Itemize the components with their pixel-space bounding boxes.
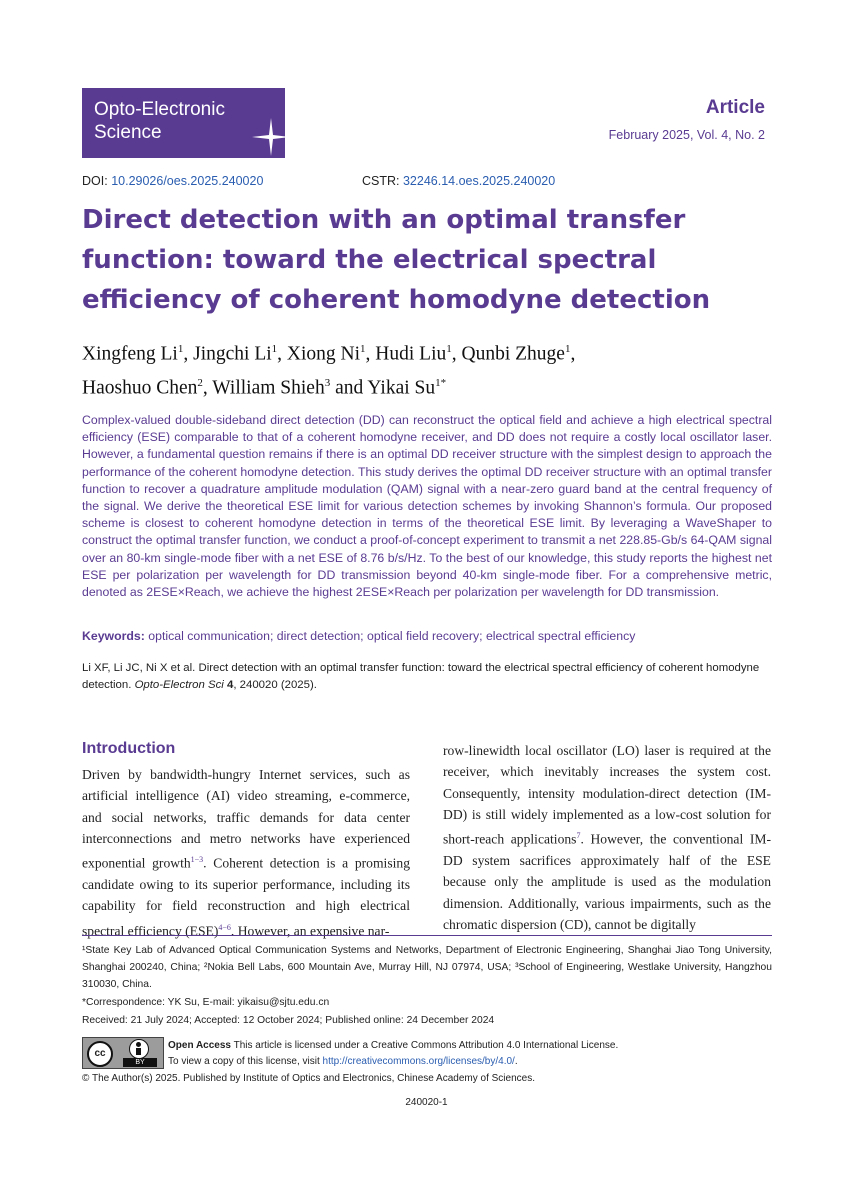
author-affiliation: 1 <box>271 343 278 355</box>
affiliations: ¹State Key Lab of Advanced Optical Communication Systems and Networks, Department of Electronic Engineering, Shanghai Jiao Tong University, Shanghai 200240, China; ²Nokia Bell Labs, 600 Mountain Ave, Murray Hill, NJ 07974, USA; ³School of Engineering, Westlake University, Hangzhou 310030, China. <box>82 945 772 990</box>
intro-text: . Coherent detection is a promising candidate owing to its superior performance, including its capability for field reconstruction and high electrical spectral efficiency (ESE) <box>82 855 410 939</box>
author-name: Hudi Liu <box>375 343 447 365</box>
author-separator: , <box>451 343 462 365</box>
author-separator: and <box>330 377 368 398</box>
author-affiliation: 1 <box>564 343 571 355</box>
cstr-link[interactable]: 32246.14.oes.2025.240020 <box>402 174 556 188</box>
author-affiliation: 1* <box>435 376 447 389</box>
article-type: Article <box>705 97 765 118</box>
license-text: This article is licensed under a Creative Commons Attribution 4.0 International License. <box>231 1040 619 1051</box>
author-name: Yikai Su <box>367 377 436 398</box>
doi <box>82 174 263 188</box>
citation-journal: Opto-Electron Sci <box>134 679 224 691</box>
reference-link[interactable]: 1−3 <box>190 855 204 865</box>
intro-column-right <box>443 740 771 935</box>
by-label: BY <box>123 1058 157 1067</box>
license-text: To view a copy of this license, visit <box>168 1056 323 1067</box>
copyright: © The Author(s) 2025. Published by Institute of Optics and Electronics, Chinese Academy of Sciences. <box>82 1073 535 1084</box>
issue-info: February 2025, Vol. 4, No. 2 <box>608 128 765 142</box>
by-person-icon <box>129 1039 149 1059</box>
page-number: 240020-1 <box>405 1097 448 1108</box>
license-notice <box>168 1038 768 1070</box>
citation <box>82 660 772 694</box>
correspondence: *Correspondence: YK Su, E-mail: yikaisu@sjtu.edu.cn <box>82 997 330 1008</box>
reference-link[interactable]: 7 <box>576 831 581 841</box>
reference-link[interactable]: 4−6 <box>218 922 231 932</box>
author-affiliation: 3 <box>324 376 331 389</box>
doi-label: DOI: <box>82 174 108 188</box>
publication-dates: Received: 21 July 2024; Accepted: 12 October 2024; Published online: 24 December 2024 <box>82 1015 495 1026</box>
author-name: Jingchi Li <box>193 343 272 365</box>
doi-link[interactable]: 10.29026/oes.2025.240020 <box>111 174 264 188</box>
author-name: Xiong Ni <box>286 343 361 365</box>
author-name: William Shieh <box>212 377 325 398</box>
author-name: Qunbi Zhuge <box>461 343 565 365</box>
keywords-text: optical communication; direct detection; optical field recovery; electrical spectral efficiency <box>148 629 636 643</box>
cstr-label: CSTR: <box>362 174 400 188</box>
author-affiliation: 1 <box>177 343 184 355</box>
author-affiliation: 2 <box>197 376 203 389</box>
author-separator: , <box>183 343 194 365</box>
author-list <box>82 335 772 402</box>
author-separator: , <box>365 343 376 365</box>
author-separator: , <box>570 343 576 365</box>
citation-suffix: , 240020 (2025). <box>233 679 317 691</box>
citation-text: Li XF, Li JC, Ni X et al. Direct detection with an optimal transfer function: toward the electrical spectral efficiency of coherent homodyne detection. <box>82 662 760 691</box>
intro-text: . However, the conventional IM-DD system sacrifices approximately half of the ESE because only the amplitude is used as the modulation dimension. Additionally, various impairments, such as the chromatic dispersion (CD), cannot be digitally <box>443 831 771 932</box>
open-access-label: Open Access <box>168 1040 231 1051</box>
keywords <box>82 629 772 643</box>
author-separator: , <box>277 343 287 365</box>
author-affiliation: 1 <box>360 343 366 355</box>
abstract: Complex-valued double-sideband direct detection (DD) can reconstruct the optical field and achieve a high electrical spectral efficiency (ESE) comparable to that of a coherent homodyne receiver, and DD does not require a costly local oscillator laser. However, a fundamental question remains if there is an optimal DD receiver structure with the simplest design to approach the performance of the coherent homodyne detection. This study derives the optimal DD receiver structure with an optimal transfer function to recover a quadrature amplitude modulation (QAM) signal with a near-zero guard band at the central frequency of the signal. We derive the theoretical ESE limit for various detection schemes by invoking Shannon’s formula. Our proposed scheme is closest to coherent homodyne detection in terms of the theoretical ESE limit. By leveraging a WaveShaper to construct the optimal transfer function, we conduct a proof-of-concept experiment to transmit a net 228.85-Gb/s 64-QAM signal over an 80-km single-mode fiber with a net ESE of 8.76 b/s/Hz. To the best of our knowledge, this study reports the highest net ESE per polarization per wavelength for DD transmission beyond 40-km single-mode fiber. For a comprehensive metric, denoted as 2ESE×Reach, we achieve the highest 2ESE×Reach per polarization per wavelength for DD transmission. <box>82 413 772 600</box>
article-title: Direct detection with an optimal transfer function: toward the electrical spectral efficiency of coherent homodyne detection <box>82 205 711 315</box>
license-link[interactable]: http://creativecommons.org/licenses/by/4.0/ <box>322 1056 515 1067</box>
keywords-label: Keywords: <box>82 629 145 643</box>
cc-by-badge[interactable] <box>82 1037 164 1069</box>
intro-text: row-linewidth local oscillator (LO) laser is required at the receiver, which inevitably increases the system cost. Consequently, intensity modulation-direct detection (IM-DD) is still widely implemented as a low-cost solution for short-reach applications <box>443 743 771 847</box>
cc-icon: cc <box>87 1041 113 1067</box>
author-affiliation: 1 <box>446 343 452 355</box>
footnote-divider <box>82 935 772 936</box>
sparkle-icon <box>252 118 290 156</box>
intro-text: . However, an expensive nar- <box>230 923 390 939</box>
intro-column-left <box>82 764 410 941</box>
intro-text: Driven by bandwidth-hungry Internet services, such as artificial intelligence (AI) video streaming, e-commerce, and social networks, traffic demands for data center interconnections and metro networks have experienced exponential growth <box>82 767 410 871</box>
license-text: . <box>514 1056 518 1067</box>
section-heading-introduction: Introduction <box>82 740 176 757</box>
citation-volume: 4 <box>227 679 234 691</box>
cstr <box>362 174 555 188</box>
author-name: Haoshuo Chen <box>82 377 198 398</box>
author-separator: , <box>202 377 213 398</box>
author-name: Xingfeng Li <box>82 343 178 365</box>
journal-name: Opto-Electronic Science <box>94 99 225 143</box>
